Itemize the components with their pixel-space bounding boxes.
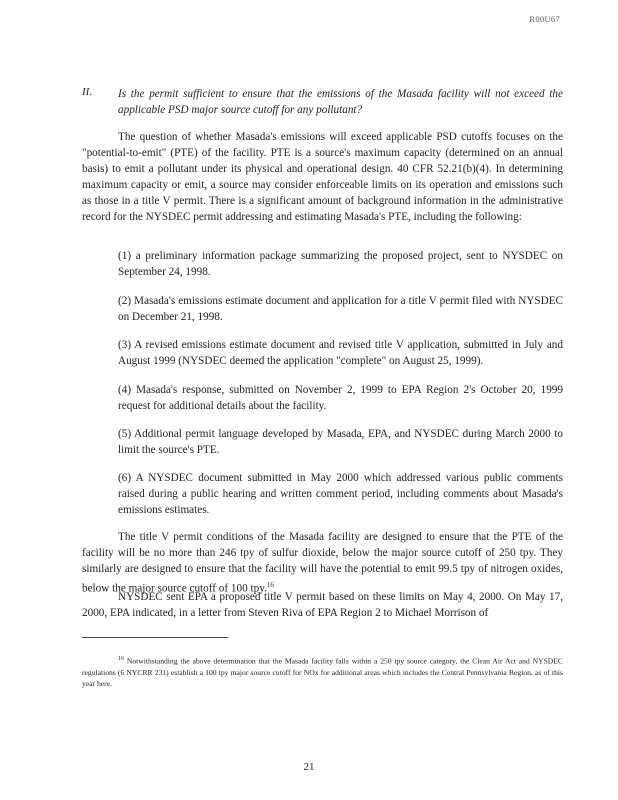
list-item-3: (3) A revised emissions estimate document and revised title V application, submitted in July and August 1999 (NYSDEC deemed the application "complete" on August 25, 1999). <box>118 339 563 367</box>
page-number: 21 <box>303 761 315 773</box>
question-number: II. <box>82 86 93 98</box>
permit-conditions-text: The title V permit conditions of the Masada facility are designed to ensure that the PTE of the facility will be no more than 246 tpy of sulfur dioxide, below the major source cutoff of 250 tpy. They similarly are designed to ensure that the facility will have the potential to emit 99.5 tpy of nitrogen oxides, below the major source cutoff of 100 tpy. <box>82 531 563 595</box>
footnote-text: Notwithstanding the above determination that the Masada facility falls within a 250 tpy source category, the Clean Air Act and NYSDEC regulations (6 NYCRR 231) establish a 100 tpy major source cutoff for NOx for additional areas which includes the Central Pennsylvania Region, as of this year here. <box>82 656 563 688</box>
document-reference-number: R00U67 <box>529 14 560 24</box>
nysdec-sent-paragraph: NYSDEC sent EPA a proposed title V permit based on these limits on May 4, 2000. On May 17, 2000, EPA indicated, in a letter from Steven Riva of EPA Region 2 to Michael Morrison of <box>82 591 563 619</box>
list-item-5: (5) Additional permit language developed by Masada, EPA, and NYSDEC during March 2000 to limit the source's PTE. <box>118 428 563 456</box>
footnote-marker: 16 <box>118 656 124 662</box>
permit-conditions-paragraph <box>82 529 563 597</box>
footnote-reference: 16 <box>266 581 274 589</box>
list-item-6: (6) A NYSDEC document submitted in May 2000 which addressed various public comments raised during a public hearing and written comment period, including comments about Masada's emissions estimates. <box>118 472 563 516</box>
list-item-4: (4) Masada's response, submitted on November 2, 1999 to EPA Region 2's October 20, 1999 request for additional details about the facility. <box>118 384 563 412</box>
footnote <box>82 654 563 689</box>
intro-paragraph: The question of whether Masada's emissions will exceed applicable PSD cutoffs focuses on the "potential-to-emit" (PTE) of the facility. PTE is a source's maximum capacity (determined on an annual basis) to emit a pollutant under its physical and operational design. 40 CFR 52.21(b)(4). In determining maximum capacity or emit, a source may consider enforceable limits on its operation and emissions such as those in a title V permit. There is a significant amount of background information in the administrative record for the NYSDEC permit addressing and estimating Masada's PTE, including the following: <box>82 131 563 223</box>
list-item-1: (1) a preliminary information package summarizing the proposed project, sent to NYSDEC on September 24, 1998. <box>118 250 563 278</box>
footnote-divider <box>82 637 228 638</box>
list-item-2: (2) Masada's emissions estimate document and application for a title V permit filed with NYSDEC on December 21, 1998. <box>118 295 563 323</box>
question-heading: Is the permit sufficient to ensure that the emissions of the Masada facility will not exceed the applicable PSD major source cutoff for any pollutant? <box>118 88 563 116</box>
